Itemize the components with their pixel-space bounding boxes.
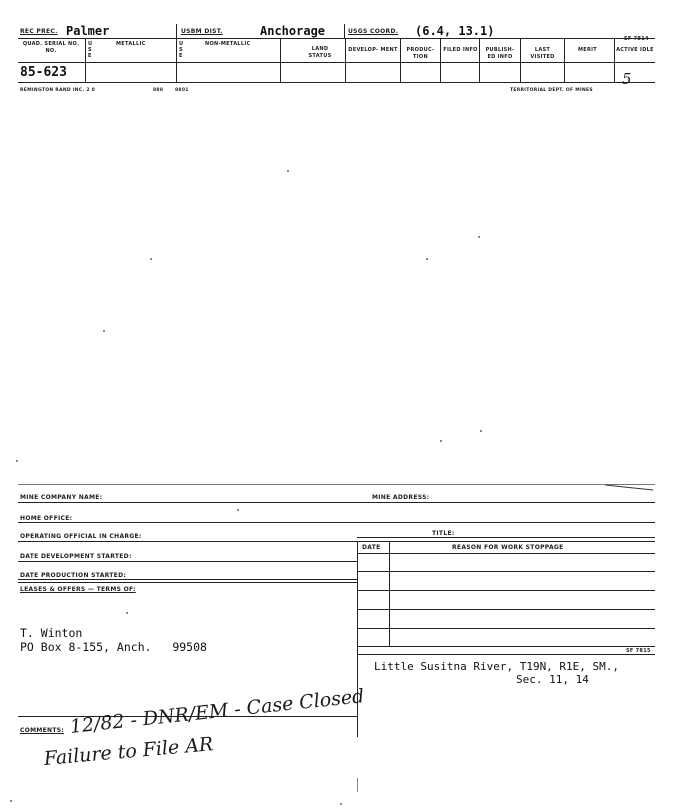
column-use-1: U S E: [88, 41, 93, 59]
column-quad-serial: QUAD. SERIAL NO. NO.: [22, 41, 80, 54]
title-label: TITLE:: [432, 530, 455, 537]
column-filed-info: FILED INFO: [443, 47, 478, 53]
comment-line-1: 12/82 - DNR/EM - Case Closed: [68, 685, 366, 738]
operating-official-label: OPERATING OFFICIAL IN CHARGE:: [20, 533, 142, 540]
home-office-label: HOME OFFICE:: [20, 515, 73, 522]
printer-code-1: 888: [153, 88, 164, 93]
usbm-dist-value: Anchorage: [260, 24, 326, 38]
leases-label: LEASES & OFFERS — TERMS OF:: [20, 586, 136, 593]
comments-label: COMMENTS:: [20, 727, 65, 734]
mine-address-label: MINE ADDRESS:: [372, 494, 430, 501]
column-metallic: METALLIC: [116, 41, 146, 47]
owner-address: PO Box 8-155, Anch. 99508: [20, 640, 207, 654]
column-active-idle: ACTIVE IDLE: [616, 47, 654, 53]
column-land-status: LAND STATUS: [308, 46, 332, 59]
location-line-2: Sec. 11, 14: [516, 673, 589, 686]
rec-prec-value: Palmer: [66, 24, 110, 38]
date-column-label: DATE: [362, 544, 381, 551]
reason-column-label: REASON FOR WORK STOPPAGE: [452, 544, 564, 551]
active-idle-mark: 5: [622, 70, 632, 88]
column-non-metallic: NON-METALLIC: [205, 41, 251, 47]
column-production: PRODUC- TION: [406, 47, 435, 60]
form-number-bottom: SF 7815: [626, 648, 651, 654]
date-production-label: DATE PRODUCTION STARTED:: [20, 572, 127, 579]
location-line-1: Little Susitna River, T19N, R1E, SM.,: [374, 660, 620, 673]
rec-prec-label: REC PREC.: [20, 28, 58, 35]
printer-code-2: 8801: [175, 88, 189, 93]
comment-line-2: Failure to File AR: [43, 733, 215, 770]
column-use-2: U S E: [179, 41, 184, 59]
usbm-dist-label: USBM DIST.: [181, 28, 223, 35]
owner-name: T. Winton: [20, 626, 83, 640]
mine-company-label: MINE COMPANY NAME:: [20, 494, 103, 501]
column-published-info: PUBLISH- ED INFO: [485, 47, 515, 60]
usgs-coord-value: (6.4, 13.1): [415, 24, 495, 38]
column-merit: MERIT: [578, 47, 598, 53]
territorial-dept: TERRITORIAL DEPT. OF MINES: [510, 88, 593, 93]
form-number-top: SF 7814: [624, 36, 649, 42]
usgs-coord-label: USGS COORD.: [348, 28, 399, 35]
column-development: DEVELOP- MENT: [348, 47, 398, 53]
date-development-label: DATE DEVELOPMENT STARTED:: [20, 553, 132, 560]
column-last-visited: LAST VISITED: [530, 47, 555, 60]
printer-line: REMINGTON RAND INC. 2 0: [20, 88, 96, 93]
serial-number: 85-623: [20, 65, 67, 80]
